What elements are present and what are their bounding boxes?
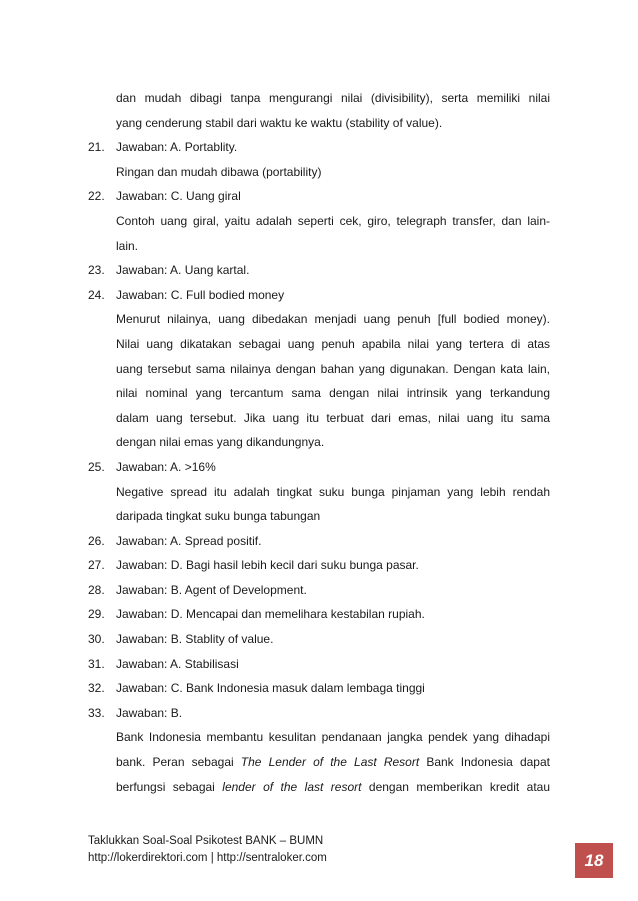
answer-text: Jawaban: A. Portablity. — [116, 140, 238, 155]
item-number: 33. — [88, 705, 105, 720]
answer-text: Jawaban: C. Uang giral — [116, 189, 241, 204]
text-line: lain. — [116, 238, 139, 253]
item-number: 28. — [88, 582, 105, 597]
text-line: bank. Peran sebagai The Lender of the Last Resort Bank Indonesia dapat — [116, 755, 550, 770]
item-number: 32. — [88, 681, 105, 696]
answer-text: Jawaban: A. >16% — [116, 459, 216, 474]
answer-text: Jawaban: C. Full bodied money — [116, 287, 285, 302]
page-number-badge: 18 — [575, 843, 613, 878]
item-number: 23. — [88, 263, 105, 278]
answer-item — [88, 652, 550, 677]
answer-item — [88, 135, 550, 160]
item-number: 30. — [88, 632, 105, 647]
answer-item — [88, 553, 550, 578]
text-line: yang cenderung stabil dari waktu ke waktu (stability of value). — [116, 115, 443, 130]
item-number: 27. — [88, 558, 105, 573]
text-line: Menurut nilainya, uang dibedakan menjadi uang penuh [full bodied money). — [116, 312, 550, 327]
answer-explanation — [88, 307, 550, 455]
document-body — [88, 86, 550, 799]
text-line: uang tersebut sama nilainya dengan bahan yang digunakan. Dengan kata lain, — [116, 361, 550, 376]
answer-list — [88, 135, 550, 725]
answer-item — [88, 184, 550, 209]
text-line: nilai nominal yang tercantum sama dengan nilai intrinsik yang terkandung — [116, 386, 550, 401]
answer-text: Jawaban: D. Mencapai dan memelihara kestabilan rupiah. — [116, 607, 425, 622]
answer-item — [88, 258, 550, 283]
text-line: Contoh uang giral, yaitu adalah seperti cek, giro, telegraph transfer, dan lain- — [116, 213, 550, 228]
answer-text: Jawaban: A. Spread positif. — [116, 533, 262, 548]
text-line: Nilai uang dikatakan sebagai uang penuh apabila nilai yang tertera di atas — [116, 336, 550, 351]
answer-item — [88, 627, 550, 652]
answer-text: Jawaban: A. Uang kartal. — [116, 263, 250, 278]
page-footer — [88, 833, 327, 867]
answer-explanation — [88, 209, 550, 258]
answer-text: Jawaban: C. Bank Indonesia masuk dalam lembaga tinggi — [116, 681, 425, 696]
answer-item — [88, 578, 550, 603]
item-number: 22. — [88, 189, 105, 204]
emphasis-text: lender of the last resort — [222, 779, 362, 794]
answer-item — [88, 701, 550, 726]
item-number: 29. — [88, 607, 105, 622]
answer-text: Jawaban: B. Agent of Development. — [116, 582, 307, 597]
item-number: 24. — [88, 287, 105, 302]
answer-text: Jawaban: A. Stabilisasi — [116, 656, 239, 671]
answer-explanation — [88, 480, 550, 529]
answer-item — [88, 676, 550, 701]
answer-item — [88, 455, 550, 480]
text-line: dan mudah dibagi tanpa mengurangi nilai (divisibility), serta memiliki nilai — [116, 91, 550, 105]
emphasis-text: The Lender of the Last Resort — [240, 755, 420, 770]
item-33-explanation — [88, 725, 550, 799]
footer-links: http://lokerdirektori.com | http://sentraloker.com — [88, 852, 327, 864]
answer-text: Jawaban: B. — [116, 705, 183, 720]
item-number: 26. — [88, 533, 105, 548]
text-line: daripada tingkat suku bunga tabungan — [116, 509, 321, 524]
intro-paragraph — [88, 86, 550, 135]
text-line: Bank Indonesia membantu kesulitan pendanaan jangka pendek yang dihadapi — [116, 730, 550, 745]
answer-explanation — [88, 160, 550, 185]
item-number: 31. — [88, 656, 105, 671]
answer-item — [88, 602, 550, 627]
answer-text: Jawaban: B. Stablity of value. — [116, 632, 274, 647]
item-number: 21. — [88, 140, 105, 155]
item-number: 25. — [88, 459, 105, 474]
answer-item — [88, 283, 550, 308]
answer-text: Jawaban: D. Bagi hasil lebih kecil dari suku bunga pasar. — [116, 558, 419, 573]
text-line: dengan nilai emas yang dikandungnya. — [116, 435, 325, 450]
text-line: Ringan dan mudah dibawa (portability) — [116, 164, 322, 179]
answer-item — [88, 529, 550, 554]
footer-title: Taklukkan Soal-Soal Psikotest BANK – BUMN — [88, 835, 324, 847]
text-line: dalam uang tersebut. Jika uang itu terbuat dari emas, nilai uang itu sama — [116, 410, 550, 425]
text-line: berfungsi sebagai lender of the last resort dengan memberikan kredit atau — [116, 779, 550, 794]
text-line: Negative spread itu adalah tingkat suku bunga pinjaman yang lebih rendah — [116, 484, 550, 499]
